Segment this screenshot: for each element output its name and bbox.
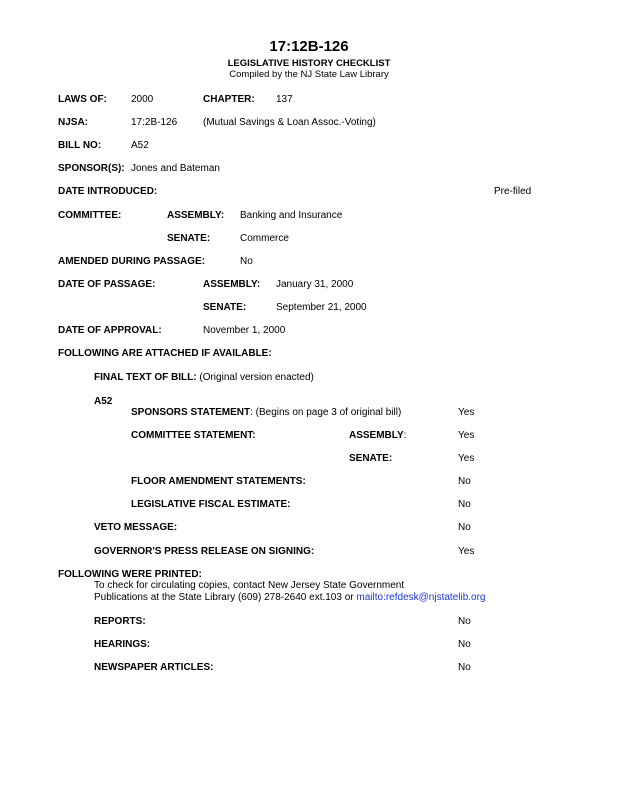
committee-statement-senate-value: Yes — [458, 453, 475, 464]
sponsors-statement-label: SPONSORS STATEMENT — [131, 407, 251, 418]
final-text-label: FINAL TEXT OF BILL: — [94, 372, 197, 383]
sponsors-label: SPONSOR(S): — [58, 163, 125, 174]
chapter-label: CHAPTER: — [203, 94, 255, 105]
njsa-description: (Mutual Savings & Loan Assoc.-Voting) — [203, 117, 376, 128]
committee-statement-label: COMMITTEE STATEMENT: — [131, 430, 256, 441]
committee-assembly-value: Banking and Insurance — [240, 210, 343, 221]
veto-value: No — [458, 522, 471, 533]
bill-reference: A52 — [94, 396, 113, 407]
sponsors-statement-value: Yes — [458, 407, 475, 418]
newspaper-value: No — [458, 662, 471, 673]
sponsors-statement-row — [131, 407, 401, 419]
compiled-by: Compiled by the NJ State Law Library — [229, 69, 389, 80]
laws-of-value: 2000 — [131, 94, 154, 105]
bill-no-label: BILL NO: — [58, 140, 102, 151]
fiscal-estimate-label: LEGISLATIVE FISCAL ESTIMATE: — [131, 499, 291, 510]
fiscal-estimate-value: No — [458, 499, 471, 510]
final-text-row — [94, 372, 314, 384]
attached-heading: FOLLOWING ARE ATTACHED IF AVAILABLE: — [58, 348, 272, 359]
passage-senate-label: SENATE: — [203, 302, 247, 313]
hearings-value: No — [458, 639, 471, 650]
committee-statement-assembly-label: ASSEMBLY — [349, 430, 404, 441]
passage-senate-value: September 21, 2000 — [276, 302, 367, 313]
email-link[interactable]: mailto:refdesk@njstatelib.org — [356, 592, 486, 603]
committee-statement-senate-label: SENATE: — [349, 453, 393, 464]
printed-heading: FOLLOWING WERE PRINTED: — [58, 569, 202, 580]
date-introduced-value: Pre-filed — [494, 186, 532, 197]
page-subtitle: LEGISLATIVE HISTORY CHECKLIST — [227, 58, 391, 69]
committee-assembly-label: ASSEMBLY: — [167, 210, 225, 221]
amended-value: No — [240, 256, 253, 267]
njsa-value: 17:2B-126 — [131, 117, 178, 128]
committee-statement-assembly-value: Yes — [458, 430, 475, 441]
page-title: 17:12B-126 — [269, 38, 349, 55]
committee-label: COMMITTEE: — [58, 210, 122, 221]
printed-note-line1: To check for circulating copies, contact New Jersey State Government — [94, 580, 405, 591]
press-release-label: GOVERNOR'S PRESS RELEASE ON SIGNING: — [94, 546, 315, 557]
committee-statement-assembly-colon: : — [403, 430, 407, 441]
sponsors-statement-note: : (Begins on page 3 of original bill) — [250, 407, 402, 418]
njsa-label: NJSA: — [58, 117, 89, 128]
laws-of-label: LAWS OF: — [58, 94, 107, 105]
reports-value: No — [458, 616, 471, 627]
sponsors-value: Jones and Bateman — [131, 163, 220, 174]
passage-assembly-label: ASSEMBLY: — [203, 279, 261, 290]
date-introduced-label: DATE INTRODUCED: — [58, 186, 158, 197]
newspaper-label: NEWSPAPER ARTICLES: — [94, 662, 214, 673]
floor-amendment-value: No — [458, 476, 471, 487]
press-release-value: Yes — [458, 546, 475, 557]
date-passage-label: DATE OF PASSAGE: — [58, 279, 156, 290]
reports-label: REPORTS: — [94, 616, 146, 627]
passage-assembly-value: January 31, 2000 — [276, 279, 354, 290]
committee-senate-value: Commerce — [240, 233, 289, 244]
committee-statement-assembly — [349, 430, 406, 442]
bill-no-value: A52 — [131, 140, 149, 151]
printed-note-line2 — [94, 592, 486, 604]
date-approval-value: November 1, 2000 — [203, 325, 286, 336]
amended-label: AMENDED DURING PASSAGE: — [58, 256, 206, 267]
veto-label: VETO MESSAGE: — [94, 522, 178, 533]
hearings-label: HEARINGS: — [94, 639, 151, 650]
committee-senate-label: SENATE: — [167, 233, 211, 244]
printed-note-text: Publications at the State Library (609) 278-2640 ext.103 or — [94, 592, 357, 603]
chapter-value: 137 — [276, 94, 293, 105]
floor-amendment-label: FLOOR AMENDMENT STATEMENTS: — [131, 476, 306, 487]
final-text-note: (Original version enacted) — [196, 372, 314, 383]
date-approval-label: DATE OF APPROVAL: — [58, 325, 162, 336]
